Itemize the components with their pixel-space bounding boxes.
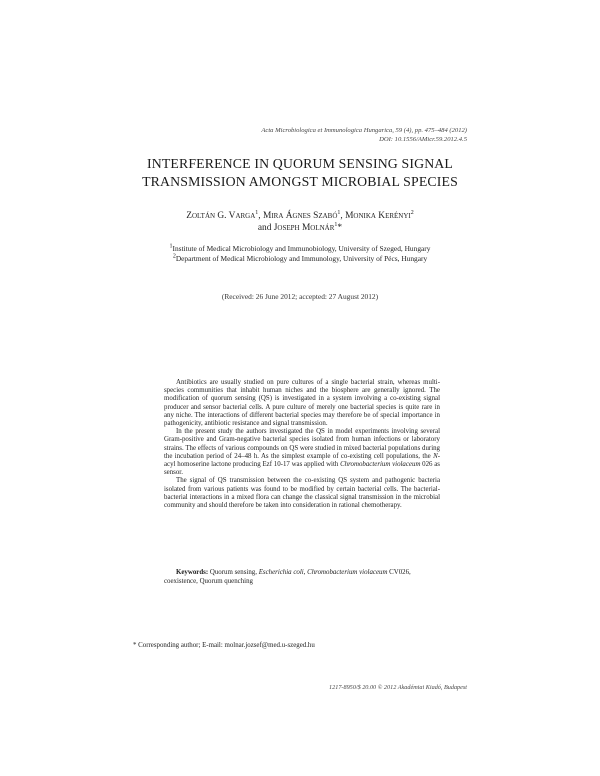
author-affil-sup: 1 [334, 221, 338, 228]
authors-line-2 [0, 222, 600, 234]
received-dates: (Received: 26 June 2012; accepted: 27 August 2012) [221, 292, 379, 301]
abstract [164, 379, 440, 510]
author-name: Mira Ágnes Szabó [262, 211, 338, 221]
author-affil-sup: 1 [255, 209, 259, 216]
corresponding-author-footnote: * Corresponding author; E-mail: molnar.jozsef@med.u-szeged.hu [133, 642, 315, 649]
affiliations [0, 244, 600, 264]
abstract-paragraph: Antibiotics are usually studied on pure cultures of a single bacterial strain, whereas multi-species communities that inhabit human niches and the biosphere are generally ignored. The modification of quorum sensing (QS) is investigated in a system involving a co-existing signal producer and sensor bacterial cells. A pure culture of merely one bacterial species is quite rare in any niche. The interactions of different bacterial species may therefore be of special importance in pathogenicity, antibiotic resistance and signal transmission. [164, 379, 440, 428]
doi: DOI: 10.1556/AMicr.59.2012.4.5 [379, 136, 467, 143]
keywords-label: Keywords: [176, 569, 209, 576]
keywords: Keywords: Quorum sensing, Escherichia coli, Chromobacterium violaceum CV026, coexistence, Quorum quenching [164, 569, 411, 586]
affiliation-item: $^1$Institute of Medical Microbiology and Immunobiology, University of Szeged, Hungary [169, 243, 431, 253]
author-name: Monika Kerényi [345, 211, 411, 221]
journal-header [261, 126, 467, 144]
abstract-paragraph: In the present study the authors investigated the QS in model experiments involving several Gram-positive and Gram-negative bacterial species isolated from human infections or laboratory strains. The effects of various compounds on QS were studied in mixed bacterial populations during the incubation period of 24–48 h. As the simplest example of co-existing cell populations, the N-acyl homoserine lactone producing Ezf 10-17 was applied with Chromobacterium violaceum 026 as sensor. [164, 428, 440, 477]
paper-title [0, 155, 600, 191]
corresponding-mark: * [337, 223, 343, 233]
author-list [0, 210, 600, 234]
author-sep: , [340, 211, 346, 221]
abstract-paragraph: The signal of QS transmission between the co-existing QS system and pathogenic bacteria isolated from various patients was found to be modified by certain bacterial cells. The bacterial-bacterial interactions in a mixed flora can change the classical signal transmission in the microbial community and should therefore be taken into consideration in rational chemotherapy. [164, 477, 440, 510]
author-name: Zoltán G. Varga [186, 211, 256, 221]
journal-citation: Acta Microbiologica et Immunologica Hungarica, 59 (4), pp. 475–484 (2012) [261, 127, 467, 134]
authors-line-1 [0, 210, 600, 222]
publisher-footer: 1217-8950/$ 20.00 © 2012 Akadémiai Kiadó, Budapest [329, 684, 467, 691]
author-sep: , [258, 211, 263, 221]
author-affil-sup: 2 [410, 209, 414, 216]
title-line-2: TRANSMISSION AMONGST MICROBIAL SPECIES [142, 174, 458, 189]
author-affil-sup: 1 [337, 209, 341, 216]
title-line-1: INTERFERENCE IN QUORUM SENSING SIGNAL [146, 156, 454, 171]
author-name: Joseph Molnár [273, 223, 335, 233]
affiliation-item: $^2$Department of Medical Microbiology and Immunology, University of Pécs, Hungary [172, 253, 428, 263]
author-prefix: and [257, 223, 274, 233]
